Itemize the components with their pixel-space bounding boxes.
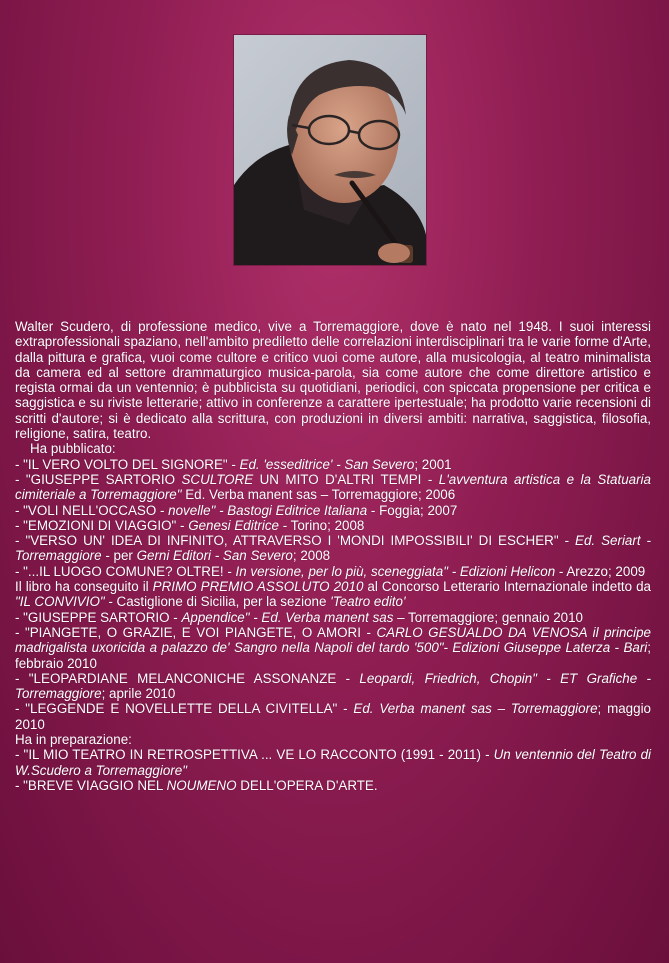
preparation-item: - "BREVE VIAGGIO NEL NOUMENO DELL'OPERA D'ARTE. <box>15 777 378 793</box>
preparation-item: - "IL MIO TEATRO IN RETROSPETTIVA ... VE LO RACCONTO (1991 - 2011) - Un ventennio del Teatro di W.Scudero a Torremaggiore" <box>15 747 652 778</box>
author-photo <box>234 35 426 265</box>
publication-item: - "VOLI NELL'OCCASO - novelle" - Bastogi Editrice Italiana - Foggia; 2007 <box>15 502 458 518</box>
published-heading: Ha pubblicato: <box>30 441 116 457</box>
publication-item: - "LEGGENDE E NOVELLETTE DELLA CIVITELLA" - Ed. Verba manent sas – Torremaggiore; maggio 2010 <box>15 701 651 732</box>
publication-item: - "GIUSEPPE SARTORIO - Appendice" - Ed. Verba manent sas – Torremaggiore; gennaio 2010 <box>15 609 583 625</box>
publication-item: - "EMOZIONI DI VIAGGIO" - Genesi Editrice - Torino; 2008 <box>15 517 365 533</box>
biography-text <box>15 319 651 793</box>
publication-item: - "GIUSEPPE SARTORIO SCULTORE UN MITO D'ALTRI TEMPI - L'avventura artistica e la Statuaria cimiteriale a Torremaggiore" Ed. Verba manent sas – Torremaggiore; 2006 <box>15 471 651 503</box>
preparation-heading: Ha in preparazione: <box>15 732 132 748</box>
prize-note: Il libro ha conseguito il PRIMO PREMIO ASSOLUTO 2010 al Concorso Letterario Internazionale indetto da "IL CONVIVIO" - Castiglione di Sicilia, per la sezione 'Teatro edito' <box>15 579 651 610</box>
publication-item: - "IL VERO VOLTO DEL SIGNORE" - Ed. 'esseditrice' - San Severo; 2001 <box>15 456 452 472</box>
publication-item: - "VERSO UN' IDEA DI INFINITO, ATTRAVERSO I 'MONDI IMPOSSIBILI' DI ESCHER" - Ed. Seriart - Torremaggiore - per Gerni Editori - San Severo; 2008 <box>15 533 651 564</box>
publication-item: - "LEOPARDIANE MELANCONICHE ASSONANZE - Leopardi, Friedrich, Chopin" - ET Grafiche - Torremaggiore; aprile 2010 <box>15 670 651 702</box>
bio-paragraph: Walter Scudero, di professione medico, vive a Torremaggiore, dove è nato nel 1948. I suoi interessi extraprofessionali spaziano, nell'ambito prediletto delle correlazioni interdisciplinari tra le varie forme d'Arte, dalla pittura e grafica, vuoi come cultore e critico vuoi come autore, alla musicologia, al teatro minimalista da camera ed al settore drammaturgico musica-parola, sia come autore che come direttore artistico e regista ormai da un ventennio; è pubblicista su quotidiani, periodici, con spiccata propensione per critica e saggistica e su riviste letterarie; attivo in conferenze a carattere ipertestuale; ha prodotto varie recensioni di scritti d'autore; si è dedicato alla scrittura, con produzioni in diversi ambiti: narrativa, saggistica, filosofia, religione, satira, teatro. <box>15 319 651 442</box>
publication-item: - "PIANGETE, O GRAZIE, E VOI PIANGETE, O AMORI - CARLO GESUALDO DA VENOSA il principe madrigalista uxoricida a palazzo de' Sangro nella Napoli del tardo '500"- Edizioni Giuseppe Laterza - Bari; febbraio 2010 <box>15 624 651 671</box>
publication-item: - "...IL LUOGO COMUNE? OLTRE! - In versione, per lo più, sceneggiata" - Edizioni Helicon - Arezzo; 2009 <box>15 563 646 579</box>
